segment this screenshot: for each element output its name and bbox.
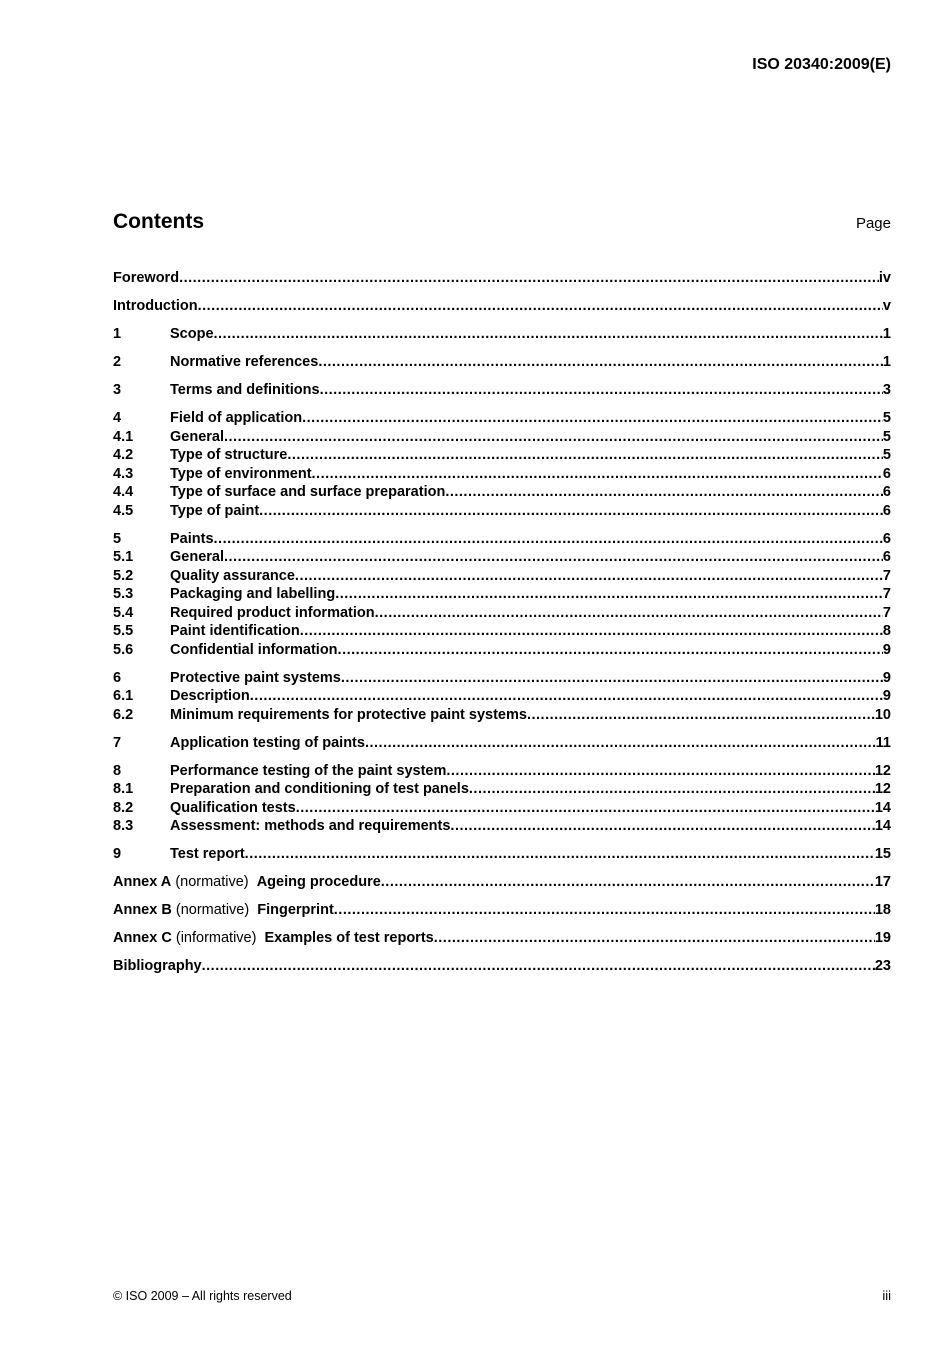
toc-entry[interactable] — [113, 353, 891, 372]
toc-entry[interactable] — [113, 780, 891, 799]
toc-dot-leader — [446, 762, 874, 781]
toc-dot-leader — [312, 465, 883, 484]
toc-section-number: 5.3 — [113, 586, 134, 602]
toc-entry-title: Introduction — [113, 298, 198, 314]
toc-dot-leader — [334, 901, 875, 920]
toc-entry[interactable] — [113, 687, 891, 706]
toc-dot-leader — [214, 530, 883, 549]
toc-page-number: 9 — [882, 641, 891, 658]
toc-page-number: iv — [878, 270, 891, 286]
toc-page-number: 18 — [874, 902, 891, 918]
toc-page-number: 3 — [882, 382, 891, 398]
page-number: iii — [882, 1288, 891, 1303]
toc-page-number: 19 — [874, 930, 891, 946]
toc-entry[interactable] — [113, 381, 891, 400]
toc-entry[interactable] — [113, 604, 891, 623]
toc-page-number: 17 — [874, 874, 891, 890]
toc-entry-title: Terms and definitions — [170, 382, 320, 398]
toc-entry[interactable] — [113, 269, 891, 288]
toc-entry[interactable] — [113, 446, 891, 465]
toc-section-number: 6 — [113, 669, 122, 686]
toc-entry-title: Minimum requirements for protective paint systems — [170, 706, 527, 723]
toc-dot-leader — [450, 817, 874, 836]
toc-entry-title: Paint identification — [170, 623, 300, 639]
toc-page-number: 6 — [882, 530, 891, 547]
toc-entry[interactable] — [113, 762, 891, 781]
toc-entry[interactable] — [113, 706, 891, 725]
toc-annex-label: Annex B — [113, 902, 172, 918]
toc-entry-title: Required product information — [170, 604, 375, 621]
toc-annex-kind: (informative) — [175, 930, 257, 946]
toc-entry-title: Performance testing of the paint system — [170, 762, 447, 779]
toc-entry-title: Description — [170, 688, 250, 704]
toc-entry[interactable] — [113, 622, 891, 641]
toc-section-number: 4.1 — [113, 428, 134, 445]
toc-dot-leader — [179, 269, 879, 288]
toc-dot-leader — [375, 604, 883, 623]
toc-entry[interactable] — [113, 929, 891, 948]
toc-page-number: 23 — [874, 958, 891, 974]
toc-entry-title: Packaging and labelling — [170, 586, 336, 602]
toc-entry-title: Type of paint — [170, 502, 260, 519]
toc-entry-title: General — [170, 428, 224, 445]
toc-entry[interactable] — [113, 297, 891, 316]
toc-entry-title: Fingerprint — [257, 902, 334, 918]
toc-section-number: 4 — [113, 410, 122, 426]
toc-annex-kind: (normative) — [175, 874, 249, 890]
toc-entry[interactable] — [113, 957, 891, 976]
toc-page-number: 9 — [882, 688, 891, 704]
toc-entry-title: Confidential information — [170, 641, 338, 658]
toc-entry-title: Bibliography — [113, 958, 202, 974]
toc-entry-title: Normative references — [170, 354, 319, 370]
toc-page-number: 12 — [874, 762, 891, 779]
toc-entry-title: Protective paint systems — [170, 669, 341, 686]
toc-entry-title: Foreword — [113, 270, 180, 286]
toc-dot-leader — [335, 585, 883, 604]
toc-section-number: 5.2 — [113, 567, 134, 584]
toc-section-number: 4.5 — [113, 502, 134, 519]
document-id: ISO 20340:2009(E) — [752, 56, 891, 73]
toc-page-number: 6 — [882, 484, 891, 500]
toc-section-number: 8.2 — [113, 799, 134, 816]
toc-dot-leader — [259, 502, 883, 521]
toc-page-number: 6 — [882, 465, 891, 482]
toc-dot-leader — [434, 929, 875, 948]
toc-page-number: 5 — [882, 410, 891, 426]
toc-entry[interactable] — [113, 530, 891, 549]
toc-entry[interactable] — [113, 734, 891, 753]
toc-page-number: 7 — [882, 567, 891, 584]
toc-page-number: 9 — [882, 669, 891, 686]
toc-page-number: 12 — [874, 781, 891, 797]
contents-header — [113, 210, 891, 234]
toc-entry-title: Ageing procedure — [256, 874, 381, 890]
toc-dot-leader — [245, 845, 875, 864]
toc-section-number: 4.3 — [113, 465, 134, 482]
toc-entry[interactable] — [113, 799, 891, 818]
toc-entry-title: Qualification tests — [170, 799, 296, 816]
toc-section-number: 6.1 — [113, 688, 134, 704]
toc-page-number: 15 — [874, 846, 891, 862]
toc-dot-leader — [296, 799, 875, 818]
toc-entry-title: Examples of test reports — [264, 930, 434, 946]
toc-entry[interactable] — [113, 901, 891, 920]
toc-dot-leader — [320, 381, 883, 400]
toc-entry[interactable] — [113, 585, 891, 604]
toc-page-number: 14 — [874, 799, 891, 816]
toc-section-number: 5.5 — [113, 623, 134, 639]
toc-dot-leader — [198, 297, 883, 316]
toc-section-number: 8.3 — [113, 818, 134, 834]
toc-entry[interactable] — [113, 483, 891, 502]
toc-section-number: 5.1 — [113, 549, 134, 565]
toc-entry[interactable] — [113, 641, 891, 660]
toc-dot-leader — [469, 780, 875, 799]
toc-page-number: 5 — [882, 447, 891, 463]
toc-page-number: 1 — [882, 354, 891, 370]
toc-dot-leader — [202, 957, 875, 976]
toc-dot-leader — [318, 353, 883, 372]
toc-section-number: 4.2 — [113, 447, 134, 463]
toc-entry[interactable] — [113, 567, 891, 586]
toc-dot-leader — [527, 706, 875, 725]
toc-page-number: 8 — [882, 623, 891, 639]
table-of-contents — [113, 269, 891, 976]
toc-entry[interactable] — [113, 669, 891, 688]
toc-section-number: 4.4 — [113, 484, 134, 500]
toc-section-number: 8.1 — [113, 781, 134, 797]
toc-entry-title: Type of surface and surface preparation — [170, 484, 446, 500]
copyright-notice: © ISO 2009 – All rights reserved — [113, 1289, 292, 1303]
toc-page-number: 10 — [874, 706, 891, 723]
toc-dot-leader — [381, 873, 875, 892]
toc-dot-leader — [214, 325, 883, 344]
toc-section-number: 8 — [113, 762, 122, 779]
toc-section-number: 5.6 — [113, 641, 134, 658]
toc-section-number: 3 — [113, 382, 122, 398]
toc-dot-leader — [338, 641, 883, 660]
toc-entry[interactable] — [113, 548, 891, 567]
toc-entry[interactable] — [113, 465, 891, 484]
toc-entry[interactable] — [113, 502, 891, 521]
toc-page-number: 7 — [882, 604, 891, 621]
toc-entry-title: Type of structure — [170, 447, 288, 463]
toc-dot-leader — [341, 669, 883, 688]
toc-entry-title: Application testing of paints — [170, 734, 365, 751]
toc-dot-leader — [287, 446, 883, 465]
toc-entry[interactable] — [113, 409, 891, 428]
toc-entry[interactable] — [113, 873, 891, 892]
page-title: Contents — [113, 210, 204, 233]
toc-section-number: 2 — [113, 354, 122, 370]
toc-entry-title: Type of environment — [170, 465, 312, 482]
toc-section-number: 1 — [113, 326, 122, 342]
toc-dot-leader — [224, 548, 883, 567]
toc-entry-title: Paints — [170, 530, 214, 547]
toc-entry[interactable] — [113, 428, 891, 447]
toc-page-number: 7 — [882, 586, 891, 602]
toc-entry[interactable] — [113, 325, 891, 344]
toc-dot-leader — [250, 687, 883, 706]
toc-entry-title: Preparation and conditioning of test panels — [170, 781, 469, 797]
toc-entry-title: General — [170, 549, 224, 565]
toc-entry-title: Scope — [170, 326, 214, 342]
toc-annex-label: Annex C — [113, 930, 172, 946]
toc-section-number: 6.2 — [113, 706, 134, 723]
toc-entry[interactable] — [113, 817, 891, 836]
toc-page-number: 1 — [882, 326, 891, 342]
toc-entry-title: Quality assurance — [170, 567, 295, 584]
toc-entry-title: Assessment: methods and requirements — [170, 818, 451, 834]
toc-section-number: 5.4 — [113, 604, 134, 621]
toc-dot-leader — [300, 622, 883, 641]
toc-dot-leader — [224, 428, 883, 447]
toc-page-number: 5 — [882, 428, 891, 445]
toc-dot-leader — [445, 483, 883, 502]
toc-dot-leader — [365, 734, 876, 753]
toc-entry[interactable] — [113, 845, 891, 864]
toc-page-number: 6 — [882, 549, 891, 565]
toc-section-number: 7 — [113, 734, 122, 751]
toc-dot-leader — [302, 409, 883, 428]
toc-annex-kind: (normative) — [175, 902, 250, 918]
toc-annex-label: Annex A — [113, 874, 172, 890]
page-column-label: Page — [855, 215, 891, 232]
toc-dot-leader — [295, 567, 883, 586]
toc-section-number: 9 — [113, 846, 122, 862]
toc-page-number: 14 — [874, 818, 891, 834]
toc-entry-title: Field of application — [170, 410, 303, 426]
toc-page-number: 11 — [875, 734, 891, 751]
toc-section-number: 5 — [113, 530, 122, 547]
toc-page-number: v — [882, 298, 891, 314]
toc-page-number: 6 — [882, 502, 891, 519]
toc-entry-title: Test report — [170, 846, 245, 862]
